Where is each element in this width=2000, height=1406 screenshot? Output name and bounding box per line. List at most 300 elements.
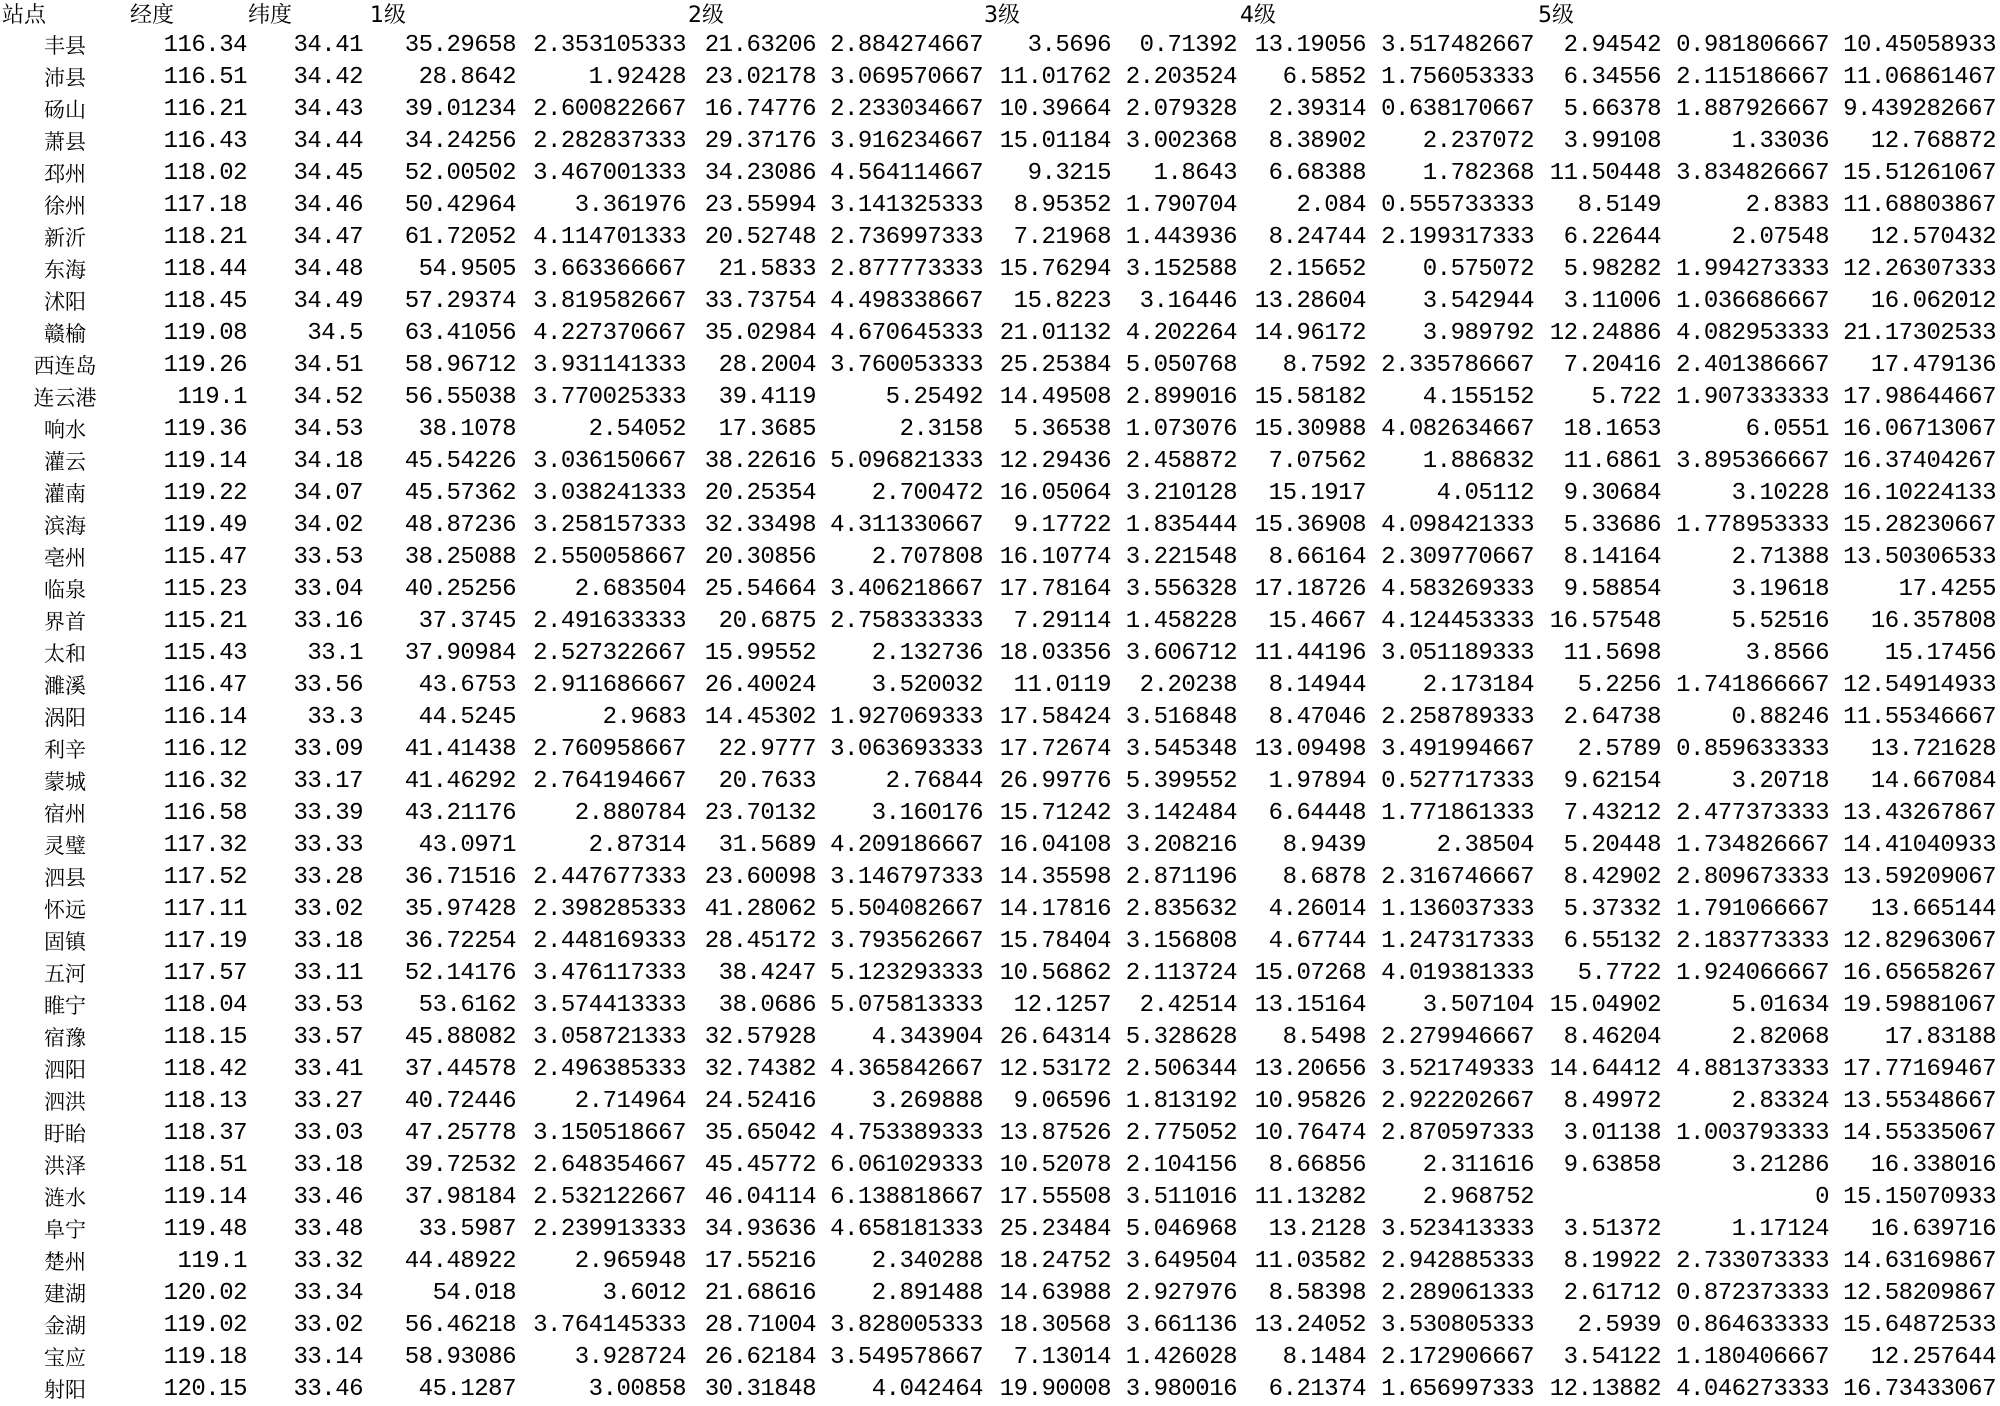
cell-grade3-value: 16.10774 <box>999 544 1111 571</box>
cell-grade4-value: 6.21374 <box>1268 1376 1366 1403</box>
cell-grade5-ratio: 1.887926667 <box>1676 96 1829 123</box>
cell-station: 涡阳 <box>44 706 86 730</box>
cell-grade3-ratio: 3.210128 <box>1125 480 1237 507</box>
cell-grade2-ratio: 4.042464 <box>871 1376 983 1403</box>
cell-grade5-value: 3.51372 <box>1563 1216 1661 1243</box>
cell-grade4-value: 6.5852 <box>1282 64 1366 91</box>
cell-grade3-ratio: 2.871196 <box>1125 864 1237 891</box>
cell-longitude: 116.47 <box>163 672 247 699</box>
cell-longitude: 115.21 <box>163 608 247 635</box>
cell-total: 12.82963067 <box>1843 928 1996 955</box>
table-row <box>0 414 2000 446</box>
cell-grade3-value: 9.06596 <box>1013 1088 1111 1115</box>
cell-grade1-ratio: 4.114701333 <box>533 224 686 251</box>
cell-total: 16.73433067 <box>1843 1376 1996 1403</box>
cell-station: 东海 <box>44 258 86 282</box>
cell-grade1-ratio: 3.770025333 <box>533 384 686 411</box>
cell-latitude: 33.27 <box>293 1088 363 1115</box>
cell-grade1-value: 40.25256 <box>404 576 516 603</box>
cell-grade4-value: 13.19056 <box>1254 32 1366 59</box>
cell-grade4-ratio: 3.523413333 <box>1381 1216 1534 1243</box>
cell-grade5-value: 12.13882 <box>1549 1376 1661 1403</box>
cell-grade3-ratio: 2.506344 <box>1125 1056 1237 1083</box>
cell-latitude: 33.46 <box>293 1184 363 1211</box>
cell-station: 邳州 <box>44 162 86 186</box>
cell-grade3-ratio: 3.606712 <box>1125 640 1237 667</box>
table-row <box>0 350 2000 382</box>
table-row <box>0 1086 2000 1118</box>
cell-total: 13.721628 <box>1870 736 1996 763</box>
cell-grade3-value: 11.01762 <box>999 64 1111 91</box>
cell-grade1-ratio: 2.714964 <box>574 1088 686 1115</box>
cell-grade2-ratio: 3.520032 <box>871 672 983 699</box>
cell-total: 17.98644667 <box>1843 384 1996 411</box>
cell-latitude: 33.11 <box>293 960 363 987</box>
cell-grade3-ratio: 3.16446 <box>1139 288 1237 315</box>
cell-grade4-ratio: 0.527717333 <box>1381 768 1534 795</box>
cell-grade5-ratio: 4.082953333 <box>1676 320 1829 347</box>
cell-grade1-value: 43.21176 <box>404 800 516 827</box>
cell-longitude: 115.23 <box>163 576 247 603</box>
cell-total: 10.45058933 <box>1843 32 1996 59</box>
cell-latitude: 33.39 <box>293 800 363 827</box>
cell-grade4-ratio: 2.38504 <box>1436 832 1534 859</box>
cell-grade5-ratio: 0.981806667 <box>1676 32 1829 59</box>
cell-latitude: 34.07 <box>293 480 363 507</box>
cell-total: 16.37404267 <box>1843 448 1996 475</box>
cell-latitude: 34.02 <box>293 512 363 539</box>
cell-total: 14.667084 <box>1870 768 1996 795</box>
cell-grade1-value: 41.46292 <box>404 768 516 795</box>
cell-latitude: 33.53 <box>293 992 363 1019</box>
cell-grade4-value: 15.1917 <box>1268 480 1366 507</box>
cell-grade5-ratio: 2.07548 <box>1731 224 1829 251</box>
cell-grade3-ratio: 3.142484 <box>1125 800 1237 827</box>
cell-latitude: 33.41 <box>293 1056 363 1083</box>
cell-grade1-ratio: 2.447677333 <box>533 864 686 891</box>
cell-grade1-ratio: 3.00858 <box>588 1376 686 1403</box>
cell-grade1-value: 38.1078 <box>418 416 516 443</box>
cell-grade5-value: 3.11006 <box>1563 288 1661 315</box>
cell-station: 灌南 <box>44 482 86 506</box>
cell-grade3-ratio: 1.790704 <box>1125 192 1237 219</box>
cell-station: 濉溪 <box>44 674 86 698</box>
cell-longitude: 119.22 <box>163 480 247 507</box>
cell-latitude: 33.18 <box>293 1152 363 1179</box>
table-row <box>0 862 2000 894</box>
table-row <box>0 222 2000 254</box>
cell-grade5-value: 6.34556 <box>1563 64 1661 91</box>
cell-longitude: 119.14 <box>163 1184 247 1211</box>
cell-station: 西连岛 <box>33 354 97 378</box>
cell-grade1-ratio: 2.239913333 <box>533 1216 686 1243</box>
cell-grade1-value: 45.88082 <box>404 1024 516 1051</box>
cell-station: 响水 <box>44 418 86 442</box>
cell-grade1-ratio: 3.038241333 <box>533 480 686 507</box>
cell-grade1-value: 34.24256 <box>404 128 516 155</box>
cell-grade2-value: 26.40024 <box>704 672 816 699</box>
cell-station: 砀山 <box>44 98 86 122</box>
cell-grade5-value: 11.6861 <box>1563 448 1661 475</box>
cell-grade1-value: 40.72446 <box>404 1088 516 1115</box>
cell-grade3-value: 13.87526 <box>999 1120 1111 1147</box>
cell-grade1-value: 35.29658 <box>404 32 516 59</box>
cell-grade2-ratio: 3.160176 <box>871 800 983 827</box>
cell-latitude: 33.17 <box>293 768 363 795</box>
cell-grade1-value: 53.6162 <box>418 992 516 1019</box>
table-row <box>0 1054 2000 1086</box>
cell-grade1-value: 33.5987 <box>418 1216 516 1243</box>
cell-grade2-ratio: 2.884274667 <box>830 32 983 59</box>
cell-grade3-ratio: 3.002368 <box>1125 128 1237 155</box>
cell-grade5-value: 18.1653 <box>1563 416 1661 443</box>
cell-grade1-ratio: 2.496385333 <box>533 1056 686 1083</box>
table-row <box>0 574 2000 606</box>
cell-grade4-value: 15.07268 <box>1254 960 1366 987</box>
cell-station: 灌云 <box>44 450 86 474</box>
cell-station: 蒙城 <box>44 770 86 794</box>
cell-grade2-value: 22.9777 <box>718 736 816 763</box>
cell-grade5-value: 2.94542 <box>1563 32 1661 59</box>
cell-station: 泗阳 <box>44 1058 86 1082</box>
cell-grade4-value: 13.15164 <box>1254 992 1366 1019</box>
table-row <box>0 1310 2000 1342</box>
table-row <box>0 702 2000 734</box>
cell-grade3-value: 10.52078 <box>999 1152 1111 1179</box>
cell-longitude: 119.36 <box>163 416 247 443</box>
cell-grade4-ratio: 2.316746667 <box>1381 864 1534 891</box>
cell-grade3-value: 15.76294 <box>999 256 1111 283</box>
cell-grade5-value: 3.99108 <box>1563 128 1661 155</box>
header-grade-3: 3级 <box>984 3 1020 28</box>
cell-grade4-value: 15.58182 <box>1254 384 1366 411</box>
cell-grade1-value: 56.46218 <box>404 1312 516 1339</box>
cell-longitude: 118.37 <box>163 1120 247 1147</box>
cell-grade3-value: 9.3215 <box>1027 160 1111 187</box>
cell-grade2-ratio: 2.76844 <box>885 768 983 795</box>
cell-grade1-ratio: 2.683504 <box>574 576 686 603</box>
cell-grade4-value: 2.084 <box>1296 192 1366 219</box>
cell-longitude: 117.57 <box>163 960 247 987</box>
cell-grade1-ratio: 2.398285333 <box>533 896 686 923</box>
cell-grade3-ratio: 4.202264 <box>1125 320 1237 347</box>
cell-latitude: 34.43 <box>293 96 363 123</box>
header-grade-4: 4级 <box>1240 3 1276 28</box>
cell-grade3-value: 10.39664 <box>999 96 1111 123</box>
table-row <box>0 798 2000 830</box>
cell-station: 洪泽 <box>44 1154 86 1178</box>
cell-grade5-value: 5.37332 <box>1563 896 1661 923</box>
cell-grade5-value: 3.54122 <box>1563 1344 1661 1371</box>
cell-grade3-value: 5.36538 <box>1013 416 1111 443</box>
cell-station: 楚州 <box>44 1250 86 1274</box>
cell-grade2-ratio: 5.096821333 <box>830 448 983 475</box>
cell-grade1-ratio: 3.258157333 <box>533 512 686 539</box>
cell-grade2-value: 35.65042 <box>704 1120 816 1147</box>
cell-latitude: 33.09 <box>293 736 363 763</box>
cell-grade2-value: 23.55994 <box>704 192 816 219</box>
cell-station: 怀远 <box>44 898 86 922</box>
cell-grade2-value: 20.30856 <box>704 544 816 571</box>
cell-station: 射阳 <box>44 1378 86 1402</box>
cell-grade4-value: 1.97894 <box>1268 768 1366 795</box>
cell-grade4-value: 8.24744 <box>1268 224 1366 251</box>
table-row <box>0 830 2000 862</box>
cell-grade2-ratio: 3.063693333 <box>830 736 983 763</box>
cell-grade1-value: 54.018 <box>432 1280 516 1307</box>
cell-grade5-value: 8.5149 <box>1577 192 1661 219</box>
cell-grade2-value: 35.02984 <box>704 320 816 347</box>
cell-grade4-value: 15.4667 <box>1268 608 1366 635</box>
cell-total: 16.357808 <box>1870 608 1996 635</box>
cell-grade4-value: 8.14944 <box>1268 672 1366 699</box>
cell-station: 睢宁 <box>44 994 86 1018</box>
cell-grade5-ratio: 2.71388 <box>1731 544 1829 571</box>
cell-grade3-ratio: 3.545348 <box>1125 736 1237 763</box>
cell-grade3-ratio: 0.71392 <box>1139 32 1237 59</box>
cell-grade2-value: 32.33498 <box>704 512 816 539</box>
cell-grade4-ratio: 4.583269333 <box>1381 576 1534 603</box>
cell-grade4-ratio: 4.082634667 <box>1381 416 1534 443</box>
cell-grade5-value <box>1534 1182 1661 1214</box>
cell-grade5-value: 9.30684 <box>1563 480 1661 507</box>
cell-station: 太和 <box>44 642 86 666</box>
cell-grade5-ratio: 5.01634 <box>1731 992 1829 1019</box>
cell-latitude: 33.3 <box>307 704 363 731</box>
cell-total: 16.65658267 <box>1843 960 1996 987</box>
cell-grade4-ratio: 2.942885333 <box>1381 1248 1534 1275</box>
cell-total: 13.43267867 <box>1843 800 1996 827</box>
cell-grade5-ratio: 1.791066667 <box>1676 896 1829 923</box>
cell-grade2-ratio: 2.3158 <box>899 416 983 443</box>
cell-grade4-ratio: 1.886832 <box>1422 448 1534 475</box>
cell-grade3-ratio: 2.775052 <box>1125 1120 1237 1147</box>
cell-grade3-value: 9.17722 <box>1013 512 1111 539</box>
table-row <box>0 1342 2000 1374</box>
cell-latitude: 34.44 <box>293 128 363 155</box>
cell-total: 16.062012 <box>1870 288 1996 315</box>
cell-grade2-ratio: 4.753389333 <box>830 1120 983 1147</box>
cell-longitude: 119.48 <box>163 1216 247 1243</box>
cell-grade4-value: 13.2128 <box>1268 1216 1366 1243</box>
cell-grade4-value: 15.30988 <box>1254 416 1366 443</box>
cell-grade5-ratio: 5.52516 <box>1731 608 1829 635</box>
cell-grade4-ratio: 2.309770667 <box>1381 544 1534 571</box>
cell-latitude: 34.52 <box>293 384 363 411</box>
cell-grade1-value: 43.6753 <box>418 672 516 699</box>
cell-grade3-value: 7.13014 <box>1013 1344 1111 1371</box>
cell-grade2-ratio: 3.916234667 <box>830 128 983 155</box>
cell-latitude: 33.28 <box>293 864 363 891</box>
cell-latitude: 34.47 <box>293 224 363 251</box>
cell-grade3-ratio: 3.516848 <box>1125 704 1237 731</box>
cell-grade5-ratio: 1.17124 <box>1731 1216 1829 1243</box>
cell-grade2-value: 32.74382 <box>704 1056 816 1083</box>
cell-grade2-value: 21.5833 <box>718 256 816 283</box>
cell-grade2-ratio: 4.658181333 <box>830 1216 983 1243</box>
cell-grade3-ratio: 1.426028 <box>1125 1344 1237 1371</box>
cell-grade3-ratio: 1.443936 <box>1125 224 1237 251</box>
cell-grade1-ratio: 2.87314 <box>588 832 686 859</box>
table-row <box>0 158 2000 190</box>
cell-grade3-ratio: 2.20238 <box>1139 672 1237 699</box>
cell-grade3-value: 15.8223 <box>1013 288 1111 315</box>
cell-grade1-value: 63.41056 <box>404 320 516 347</box>
cell-grade3-value: 14.49508 <box>999 384 1111 411</box>
cell-longitude: 119.26 <box>163 352 247 379</box>
cell-grade3-ratio: 1.835444 <box>1125 512 1237 539</box>
cell-grade1-ratio: 2.911686667 <box>533 672 686 699</box>
cell-longitude: 118.04 <box>163 992 247 1019</box>
cell-latitude: 33.04 <box>293 576 363 603</box>
cell-grade3-value: 14.35598 <box>999 864 1111 891</box>
cell-grade3-value: 17.55508 <box>999 1184 1111 1211</box>
cell-latitude: 33.18 <box>293 928 363 955</box>
cell-longitude: 116.58 <box>163 800 247 827</box>
cell-grade2-ratio: 3.269888 <box>871 1088 983 1115</box>
cell-grade5-value: 7.43212 <box>1563 800 1661 827</box>
cell-grade3-value: 16.05064 <box>999 480 1111 507</box>
cell-grade3-value: 12.53172 <box>999 1056 1111 1083</box>
cell-grade5-value: 5.66378 <box>1563 96 1661 123</box>
cell-latitude: 33.16 <box>293 608 363 635</box>
cell-grade4-ratio: 3.989792 <box>1422 320 1534 347</box>
cell-grade2-ratio: 3.760053333 <box>830 352 983 379</box>
cell-grade3-value: 21.01132 <box>999 320 1111 347</box>
cell-grade1-value: 44.5245 <box>418 704 516 731</box>
cell-total: 17.479136 <box>1870 352 1996 379</box>
cell-grade2-value: 20.6875 <box>718 608 816 635</box>
cell-grade4-ratio: 4.098421333 <box>1381 512 1534 539</box>
cell-grade5-value: 2.5939 <box>1577 1312 1661 1339</box>
cell-grade5-ratio: 3.20718 <box>1731 768 1829 795</box>
cell-longitude: 117.11 <box>163 896 247 923</box>
cell-longitude: 118.02 <box>163 160 247 187</box>
cell-total: 19.59881067 <box>1843 992 1996 1019</box>
cell-grade1-value: 38.25088 <box>404 544 516 571</box>
cell-grade3-value: 17.78164 <box>999 576 1111 603</box>
cell-station: 盱眙 <box>44 1122 86 1146</box>
table-row <box>0 638 2000 670</box>
table-row <box>0 1118 2000 1150</box>
cell-grade4-value: 11.13282 <box>1254 1184 1366 1211</box>
cell-grade4-value: 10.95826 <box>1254 1088 1366 1115</box>
cell-grade5-ratio: 2.8383 <box>1745 192 1829 219</box>
cell-longitude: 117.19 <box>163 928 247 955</box>
cell-grade3-value: 18.30568 <box>999 1312 1111 1339</box>
cell-grade3-ratio: 5.399552 <box>1125 768 1237 795</box>
cell-grade1-ratio: 2.448169333 <box>533 928 686 955</box>
cell-grade4-value: 6.64448 <box>1268 800 1366 827</box>
cell-station: 利辛 <box>44 738 86 762</box>
header-latitude: 纬度 <box>248 3 293 28</box>
cell-grade4-value: 8.6878 <box>1282 864 1366 891</box>
cell-total: 13.50306533 <box>1843 544 1996 571</box>
cell-longitude: 120.02 <box>163 1280 247 1307</box>
table-row <box>0 382 2000 414</box>
cell-grade2-ratio: 5.075813333 <box>830 992 983 1019</box>
cell-latitude: 33.53 <box>293 544 363 571</box>
cell-station: 徐州 <box>44 194 86 218</box>
cell-grade5-ratio: 2.183773333 <box>1676 928 1829 955</box>
cell-grade1-value: 56.55038 <box>404 384 516 411</box>
cell-grade4-value: 8.58398 <box>1268 1280 1366 1307</box>
cell-grade1-ratio: 2.550058667 <box>533 544 686 571</box>
cell-total: 12.54914933 <box>1843 672 1996 699</box>
cell-grade4-value: 13.20656 <box>1254 1056 1366 1083</box>
cell-grade5-value: 9.63858 <box>1563 1152 1661 1179</box>
cell-grade2-ratio: 1.927069333 <box>830 704 983 731</box>
cell-grade5-value: 6.22644 <box>1563 224 1661 251</box>
cell-grade4-ratio: 4.05112 <box>1436 480 1534 507</box>
cell-latitude: 33.03 <box>293 1120 363 1147</box>
cell-longitude: 118.21 <box>163 224 247 251</box>
cell-grade2-value: 38.22616 <box>704 448 816 475</box>
cell-longitude: 119.02 <box>163 1312 247 1339</box>
table-row <box>0 446 2000 478</box>
cell-total: 13.55348667 <box>1843 1088 1996 1115</box>
cell-grade3-value: 10.56862 <box>999 960 1111 987</box>
cell-grade5-ratio: 3.834826667 <box>1676 160 1829 187</box>
cell-grade3-value: 12.29436 <box>999 448 1111 475</box>
cell-grade2-ratio: 4.564114667 <box>830 160 983 187</box>
cell-grade4-ratio: 1.771861333 <box>1381 800 1534 827</box>
cell-grade2-ratio: 3.406218667 <box>830 576 983 603</box>
cell-grade1-ratio: 3.574413333 <box>533 992 686 1019</box>
cell-grade1-value: 54.9505 <box>418 256 516 283</box>
cell-latitude: 34.53 <box>293 416 363 443</box>
cell-grade3-value: 15.01184 <box>999 128 1111 155</box>
cell-grade3-ratio: 2.458872 <box>1125 448 1237 475</box>
cell-grade1-value: 36.71516 <box>404 864 516 891</box>
cell-grade4-value: 2.15652 <box>1268 256 1366 283</box>
cell-grade1-ratio: 2.527322667 <box>533 640 686 667</box>
cell-grade2-ratio: 2.736997333 <box>830 224 983 251</box>
cell-grade5-value: 7.20416 <box>1563 352 1661 379</box>
cell-grade5-ratio: 0.859633333 <box>1676 736 1829 763</box>
cell-grade1-value: 45.57362 <box>404 480 516 507</box>
cell-latitude: 34.51 <box>293 352 363 379</box>
cell-station: 灵璧 <box>44 834 86 858</box>
cell-station: 固镇 <box>44 930 86 954</box>
cell-latitude: 33.02 <box>293 896 363 923</box>
cell-grade2-ratio: 3.141325333 <box>830 192 983 219</box>
cell-grade2-value: 29.37176 <box>704 128 816 155</box>
cell-latitude: 34.49 <box>293 288 363 315</box>
cell-grade5-ratio: 3.895366667 <box>1676 448 1829 475</box>
cell-grade3-ratio: 5.328628 <box>1125 1024 1237 1051</box>
cell-station: 临泉 <box>44 578 86 602</box>
cell-grade4-ratio: 3.530805333 <box>1381 1312 1534 1339</box>
cell-grade5-ratio: 1.778953333 <box>1676 512 1829 539</box>
cell-grade2-value: 39.4119 <box>718 384 816 411</box>
cell-grade5-ratio: 2.115186667 <box>1676 64 1829 91</box>
cell-grade2-value: 25.54664 <box>704 576 816 603</box>
cell-grade2-ratio: 3.549578667 <box>830 1344 983 1371</box>
cell-grade2-value: 28.71004 <box>704 1312 816 1339</box>
cell-station: 金湖 <box>44 1314 86 1338</box>
cell-grade4-ratio: 2.870597333 <box>1381 1120 1534 1147</box>
cell-grade2-ratio: 6.061029333 <box>830 1152 983 1179</box>
cell-grade2-value: 23.02178 <box>704 64 816 91</box>
cell-grade3-ratio: 5.050768 <box>1125 352 1237 379</box>
cell-grade1-value: 61.72052 <box>404 224 516 251</box>
cell-grade4-value: 8.47046 <box>1268 704 1366 731</box>
table-row <box>0 1150 2000 1182</box>
cell-grade5-value: 5.98282 <box>1563 256 1661 283</box>
cell-total: 15.64872533 <box>1843 1312 1996 1339</box>
cell-latitude: 34.41 <box>293 32 363 59</box>
